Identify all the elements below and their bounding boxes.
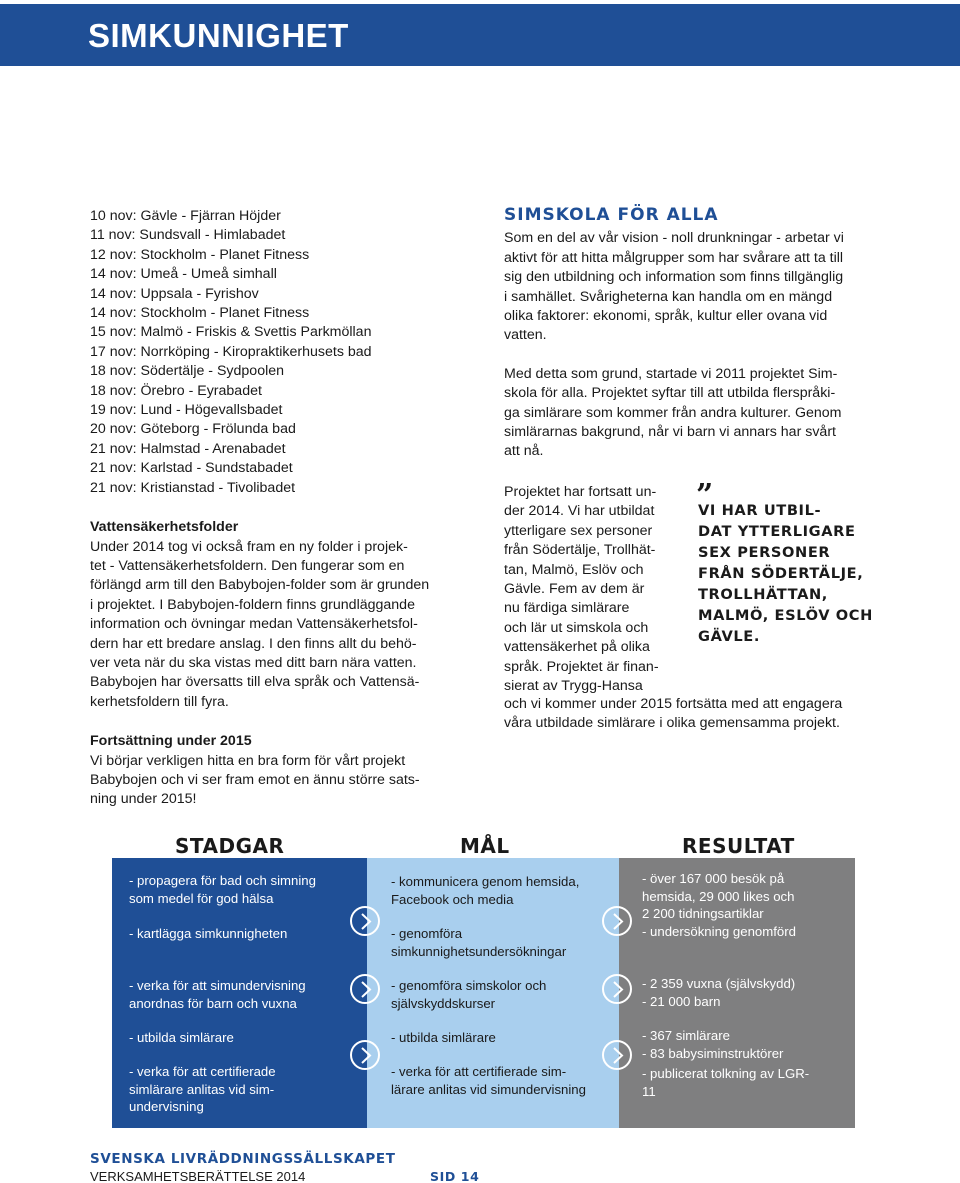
folder-text-line: tet - Vattensäkerhetsfoldern. Den fungerar som en (90, 557, 405, 574)
resultat-item (642, 975, 795, 1010)
chevron-right-circle-icon (350, 906, 380, 936)
mal-item (391, 1029, 496, 1047)
stadgar-line: - verka för att certifierade (129, 1064, 276, 1079)
resultat-line: - 83 babysiminstruktörer (642, 1045, 784, 1061)
resultat-line: - 367 simlärare (642, 1028, 730, 1043)
continued-line: vattensäkerhet på olika (504, 639, 650, 656)
resultat-line: - 2 359 vuxna (självskydd) (642, 976, 796, 991)
mal-line: lärare anlitas vid simundervisning (391, 1081, 586, 1097)
folder-text-line: Babybojen har översatts till elva språk och Vattensä- (90, 674, 420, 691)
pull-quote-line: SEX PERSONER (698, 544, 831, 561)
pull-quote-line: MALMÖ, ESLÖV OCH (698, 607, 873, 624)
chevron-right-circle-icon (602, 1040, 632, 1070)
project-line: Med detta som grund, startade vi 2011 projektet Sim- (504, 365, 838, 382)
stadgar-line: - kartlägga simkunnigheten (129, 926, 288, 941)
schedule-item: 12 nov: Stockholm - Planet Fitness (90, 246, 310, 263)
schedule-item: 21 nov: Karlstad - Sundstabadet (90, 460, 293, 477)
resultat-line: - undersökning genomförd (642, 923, 796, 939)
section-title: SIMSKOLA FÖR ALLA (504, 205, 719, 225)
pull-quote (698, 500, 908, 647)
schedule-item: 18 nov: Örebro - Eyrabadet (90, 382, 262, 399)
page-title: SIMKUNNIGHET (88, 17, 349, 54)
continuation-section (90, 732, 490, 810)
mal-heading: MÅL (460, 834, 510, 858)
schedule-item: 14 nov: Uppsala - Fyrishov (90, 285, 259, 302)
chevron-right-circle-icon (602, 906, 632, 936)
continued-line: och lär ut simskola och (504, 619, 649, 636)
mal-line: Facebook och media (391, 891, 514, 907)
intro-line: Som en del av vår vision - noll drunkningar - arbetar vi (504, 230, 844, 247)
left-column (90, 207, 490, 830)
stadgar-item (129, 872, 316, 907)
resultat-line: - 21 000 barn (642, 993, 721, 1009)
folder-section (90, 518, 490, 712)
pull-quote-line: DAT YTTERLIGARE (698, 523, 856, 540)
stadgar-item (129, 977, 306, 1012)
continuation-text-line: ning under 2015! (90, 791, 197, 808)
intro-line: sig den utbildning och information som finns tillgänglig (504, 269, 844, 286)
schedule-item: 17 nov: Norrköping - Kiropraktikerhusets bad (90, 343, 372, 360)
mal-item (391, 1063, 586, 1098)
mal-line: - verka för att certifierade sim- (391, 1064, 567, 1079)
continued-line: der 2014. Vi har utbildat (504, 503, 655, 520)
project-line: simlärarnas bakgrund, når vi barn vi annars har svårt (504, 424, 836, 441)
stadgar-line: som medel för god hälsa (129, 890, 274, 906)
intro-line: aktivt för att hitta målgrupper som har svårare att ta till (504, 249, 844, 266)
project-line: att nå. (504, 443, 544, 460)
resultat-item (642, 1065, 809, 1100)
stadgar-line: - utbilda simlärare (129, 1030, 234, 1045)
pull-quote-line: GÄVLE. (698, 628, 760, 645)
resultat-line: - publicerat tolkning av LGR- (642, 1066, 810, 1081)
stadgar-item (129, 1029, 234, 1047)
quote-mark-icon: ” (696, 478, 714, 513)
mal-item (391, 925, 566, 960)
mal-line: - utbilda simlärare (391, 1030, 496, 1045)
mal-line: - genomföra simskolor och (391, 978, 547, 993)
header-band (0, 4, 960, 66)
resultat-item (642, 1027, 783, 1062)
page-number: SID 14 (430, 1169, 480, 1183)
mal-line: självskyddskurser (391, 995, 496, 1011)
schedule-item: 14 nov: Stockholm - Planet Fitness (90, 305, 310, 322)
folder-text-line: Under 2014 tog vi också fram en ny folder i projek- (90, 538, 408, 555)
continued-line: Projektet har fortsatt un- (504, 484, 657, 500)
schedule-item: 21 nov: Halmstad - Arenabadet (90, 440, 286, 457)
stadgar-line: - propagera för bad och simning (129, 873, 316, 888)
continued-paragraph-tail (504, 695, 842, 734)
stadgar-line: anordnas för barn och vuxna (129, 995, 297, 1011)
continuation-text-line: Vi börjar verkligen hitta en bra form för vårt projekt (90, 752, 406, 769)
continued-line: nu färdiga simlärare (504, 600, 630, 617)
schedule-item: 18 nov: Södertälje - Sydpoolen (90, 363, 285, 380)
folder-heading: Vattensäkerhetsfolder (90, 519, 239, 536)
continuation-heading: Fortsättning under 2015 (90, 733, 252, 750)
project-line: skola för alla. Projektet syftar till att utbilda flerspråki- (504, 385, 836, 402)
continued-line: och vi kommer under 2015 fortsätta med att engagera (504, 696, 843, 712)
stadgar-line: simlärare anlitas vid sim- (129, 1081, 275, 1097)
schedule-item: 20 nov: Göteborg - Frölunda bad (90, 421, 296, 438)
right-column (504, 206, 904, 481)
mal-line: simkunnighetsundersökningar (391, 943, 567, 959)
folder-text-line: ver veta när du ska vistas med ditt barn nära vatten. (90, 654, 417, 671)
continued-line: ytterligare sex personer (504, 522, 653, 539)
stadgar-heading: STADGAR (175, 834, 285, 858)
continued-line: tan, Malmö, Eslöv och (504, 561, 644, 578)
resultat-heading: RESULTAT (682, 834, 795, 858)
mal-item (391, 977, 546, 1012)
folder-text-line: kerhetsfoldern till fyra. (90, 693, 229, 710)
intro-line: olika faktorer: ekonomi, språk, kultur eller ovana vid (504, 308, 828, 325)
intro-paragraph (504, 229, 904, 345)
schedule-item: 14 nov: Umeå - Umeå simhall (90, 266, 277, 283)
continuation-text-line: Babybojen och vi ser fram emot en ännu större sats- (90, 771, 420, 788)
resultat-line: hemsida, 29 000 likes och (642, 888, 795, 904)
schedule-item: 19 nov: Lund - Högevallsbadet (90, 402, 283, 419)
resultat-line: 2 200 tidningsartiklar (642, 906, 764, 922)
mal-line: - genomföra (391, 926, 463, 941)
chevron-right-circle-icon (602, 974, 632, 1004)
schedule-item: 11 nov: Sundsvall - Himlabadet (90, 227, 286, 244)
footer-report-title: VERKSAMHETSBERÄTTELSE 2014 (90, 1169, 306, 1183)
mal-item (391, 873, 579, 908)
schedule-item: 15 nov: Malmö - Friskis & Svettis Parkmöllan (90, 324, 372, 341)
schedule-item: 21 nov: Kristianstad - Tivolibadet (90, 479, 296, 496)
stadgar-item (129, 925, 287, 943)
project-paragraph (504, 365, 904, 462)
stadgar-item (129, 1063, 276, 1116)
chevron-right-circle-icon (350, 974, 380, 1004)
chevron-right-circle-icon (350, 1040, 380, 1070)
folder-text-line: i projektet. I Babybojen-foldern finns grundläggande (90, 596, 415, 613)
project-line: ga simlärare som kommer från andra kulturer. Genom (504, 404, 842, 421)
continued-line: våra utbildade simlärare i olika gemensamma projekt. (504, 715, 840, 732)
tour-schedule (90, 207, 490, 498)
continued-line: från Södertälje, Trollhät- (504, 542, 656, 559)
intro-line: i samhället. Svårigheterna kan handla om en mängd (504, 288, 833, 305)
resultat-line: - över 167 000 besök på (642, 871, 785, 886)
resultat-line: 11 (642, 1083, 656, 1099)
folder-text-line: dern har ett bredare anslag. I den finns allt du behö- (90, 635, 417, 652)
continued-line: språk. Projektet är finan- (504, 658, 659, 675)
footer-organization: SVENSKA LIVRÄDDNINGSSÄLLSKAPET (90, 1151, 396, 1167)
stadgar-line: - verka för att simundervisning (129, 978, 306, 993)
continued-line: sierat av Trygg-Hansa (504, 678, 643, 695)
continued-line: Gävle. Fem av dem är (504, 581, 645, 598)
folder-text-line: förlängd arm till den Babybojen-folder som är grunden (90, 577, 430, 594)
pull-quote-line: TROLLHÄTTAN, (698, 586, 828, 603)
schedule-item: 10 nov: Gävle - Fjärran Höjder (90, 208, 281, 224)
mal-line: - kommunicera genom hemsida, (391, 874, 580, 889)
intro-line: vatten. (504, 327, 547, 344)
resultat-item (642, 870, 796, 940)
pull-quote-line: FRÅN SÖDERTÄLJE, (698, 565, 864, 582)
folder-text-line: information och övningar medan Vattensäkerhetsfol- (90, 616, 418, 633)
pull-quote-line: VI HAR UTBIL- (698, 502, 822, 519)
stadgar-line: undervisning (129, 1099, 204, 1115)
